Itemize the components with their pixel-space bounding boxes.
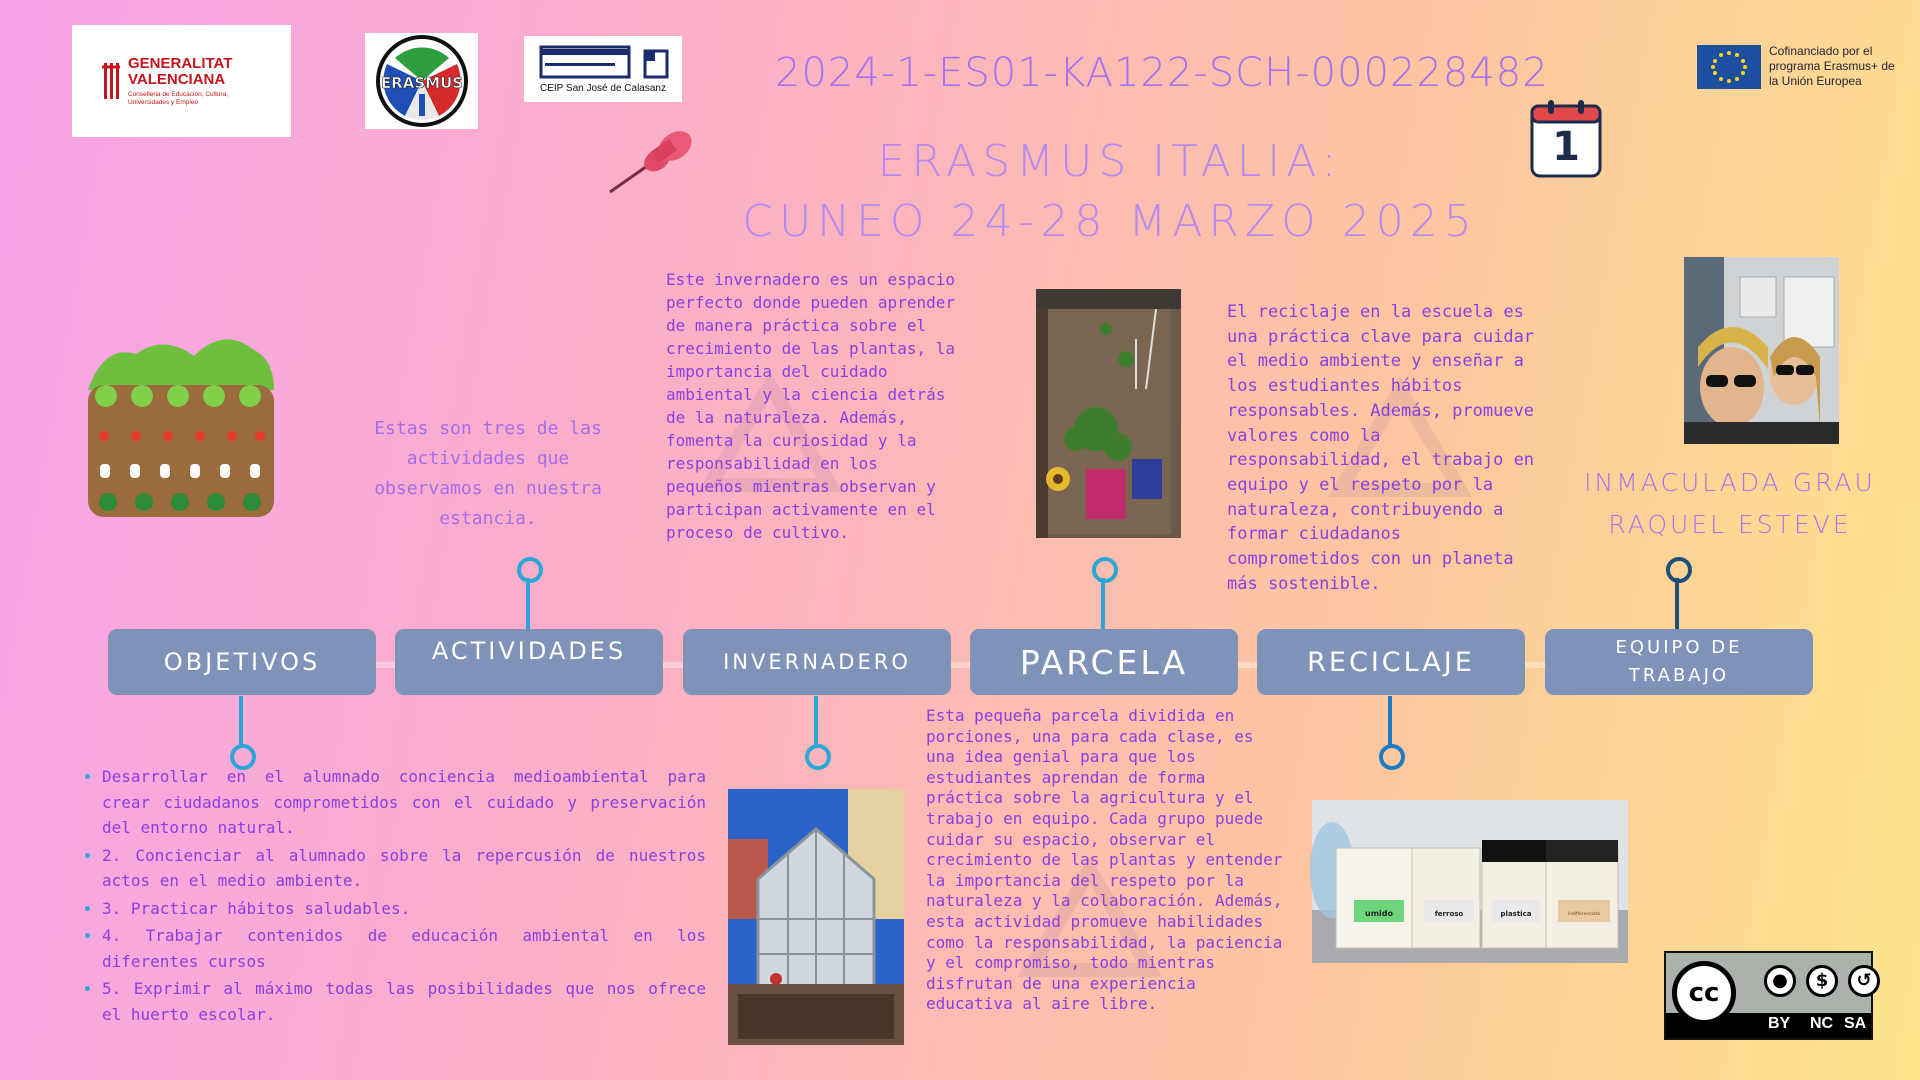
bin-label: indifferenziato: [1567, 912, 1601, 917]
recycling-bins-photo: [1312, 800, 1628, 963]
objective-item: • 3. Practicar hábitos saludables.: [102, 896, 706, 922]
objective-item: • 5. Exprimir al máximo todas las posibilidades que nos ofrece el huerto escolar.: [102, 976, 706, 1027]
timeline-equipo-button[interactable]: EQUIPO DE TRABAJO: [1545, 629, 1813, 695]
team-member-2: RAQUEL ESTEVE: [1608, 510, 1852, 539]
bin-label: ferroso: [1434, 910, 1464, 918]
eu-funding-logo: [1697, 44, 1899, 89]
connector-objetivos: [239, 696, 243, 748]
generalitat-subtitle: Conselleria de Educación, Cultura, Universidades y Empleo: [128, 90, 229, 106]
license-sa-label: SA: [1844, 1015, 1867, 1032]
team-member-1: INMACULADA GRAU: [1584, 468, 1876, 497]
recycling-description: El reciclaje en la escuela es una práctica clave para cuidar el medio ambiente y enseñar a los estudiantes hábitos responsables. Además, promueve valores como la responsabilidad, el trabajo en equipo y el respeto por la naturaleza, contribuyendo a formar ciudadanos comprometidos con un planeta más sostenible.: [1227, 302, 1535, 594]
objective-item: • 4. Trabajar contenidos de educación ambiental en los diferentes cursos: [102, 923, 706, 974]
connector-invernadero: [814, 696, 818, 748]
objectives-list: [80, 764, 706, 1029]
plot-description: Esta pequeña parcela dividida en porciones, una para cada clase, es una idea genial para que los estudiantes aprendan de forma práctica sobre la agricultura y el trabajo en equipo. Cada grupo puede cuidar su espacio, observar el crecimiento de las plantas y entender la importancia del respeto por la naturaleza y la colaboración. Además, esta actividad promueve habilidades como la responsabilidad, la paciencia y el compromiso, todo mientras disfrutan de una experiencia educativa al aire libre.: [926, 706, 1283, 1014]
page-title: [700, 132, 1520, 252]
license-by-label: BY: [1768, 1015, 1791, 1032]
eu-funding-text: Cofinanciado por el programa Erasmus+ de la Unión Europea: [1769, 44, 1895, 88]
pushpin-icon: [605, 120, 705, 200]
timeline-actividades-button[interactable]: ACTIVIDADES: [395, 629, 663, 695]
connector-dot-activities: [517, 557, 543, 583]
team-members: [1570, 462, 1890, 546]
school-building-icon: [533, 45, 673, 81]
connector-parcela: [1101, 578, 1105, 630]
objective-item: • Desarrollar en el alumnado conciencia medioambiental para crear ciudadanos comprometidos con el cuidado y preservación del entorno natural.: [102, 764, 706, 841]
plot-photo: [1036, 289, 1181, 538]
bin-label: umido: [1365, 909, 1393, 918]
generalitat-emblem-icon: [100, 61, 122, 101]
cc-icon: [1672, 961, 1736, 1025]
sa-sharealike-icon: ↺: [1848, 965, 1868, 997]
cc-license-badge[interactable]: [1664, 951, 1873, 1040]
title-line-2: CUNEO 24-28 MARZO 2025: [742, 196, 1478, 247]
activities-intro-text: Estas son tres de las actividades que observamos en nuestra estancia.: [374, 418, 602, 529]
connector-dot-equipo: [1666, 557, 1692, 583]
connector-reciclaje: [1388, 696, 1392, 748]
bin-label: plastica: [1500, 910, 1532, 918]
generalitat-logo: [72, 25, 291, 137]
timeline-parcela-button[interactable]: PARCELA: [970, 629, 1238, 695]
garden-illustration: [84, 330, 278, 520]
timeline-invernadero-button[interactable]: INVERNADERO: [683, 629, 951, 695]
by-attribution-icon: ●: [1764, 965, 1796, 997]
timeline-objetivos-button[interactable]: OBJETIVOS: [108, 629, 376, 695]
team-photo: [1684, 257, 1839, 444]
erasmus-emblem-text: ERASMUS: [380, 74, 463, 92]
license-nc-label: NC: [1810, 1015, 1834, 1032]
greenhouse-photo: [728, 789, 904, 1045]
connector-dot-parcela: [1092, 557, 1118, 583]
connector-activities: [526, 578, 530, 630]
objective-item: • 2. Concienciar al alumnado sobre la repercusión de nuestros actos en el medio ambiente.: [102, 843, 706, 894]
timeline-reciclaje-button[interactable]: RECICLAJE: [1257, 629, 1525, 695]
calendar-icon: [1530, 98, 1602, 178]
calendar-day: 1: [1552, 124, 1580, 170]
connector-equipo: [1675, 578, 1679, 630]
connector-dot-reciclaje: [1379, 744, 1405, 770]
school-logo: [524, 36, 682, 102]
greenhouse-description: Este invernadero es un espacio perfecto donde pueden aprender de manera práctica sobre el crecimiento de las plantas, la importancia del cuidado ambiental y la ciencia detrás de la naturaleza. Además, fomenta la curiosidad y la responsabilidad en los pequeños mientras observan y participan activamente en el proceso de cultivo.: [666, 270, 955, 542]
generalitat-name: GENERALITAT VALENCIANA: [128, 54, 233, 88]
title-line-1: ERASMUS ITALIA:: [877, 136, 1343, 187]
connector-dot-invernadero: [805, 744, 831, 770]
school-name: CEIP San José de Calasanz: [539, 82, 666, 94]
erasmus-flags-emblem-icon: [375, 34, 469, 128]
nc-noncommercial-icon: $: [1806, 965, 1838, 997]
erasmus-school-logo: [365, 33, 478, 129]
project-code: 2024-1-ES01-KA122-SCH-000228482: [775, 50, 1549, 96]
eu-flag-icon: [1697, 45, 1761, 89]
cc-text: cc: [1688, 978, 1720, 1008]
